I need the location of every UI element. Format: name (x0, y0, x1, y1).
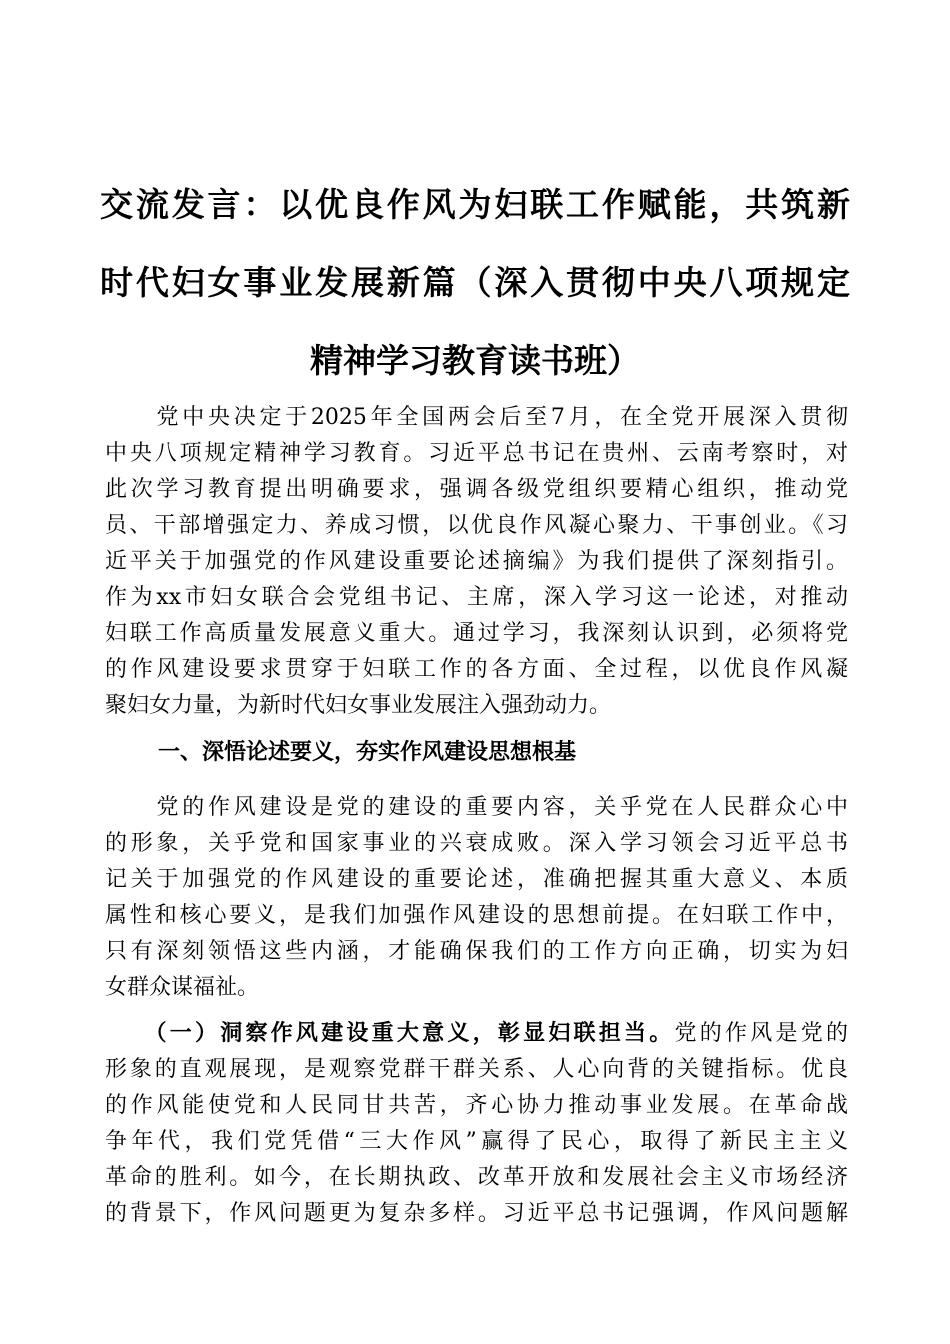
paragraph-line: 党的作风建设是党的建设的重要内容，关乎党在人民群众心中 (105, 795, 848, 820)
paragraph-intro (105, 400, 848, 724)
paragraph-line: 的形象，关乎党和国家事业的兴衰成败。深入学习领会习近平总书 (105, 831, 848, 856)
paragraph-line: 只有深刻领悟这些内涵，才能确保我们的工作方向正确，切实为妇 (105, 939, 848, 964)
paragraph-line: 的背景下，作风问题更为复杂多样。习近平总书记强调，作风问题解 (105, 1201, 848, 1226)
paragraph-line: 的作风能使党和人民同甘共苦，齐心协力推动事业发展。在革命战 (105, 1093, 848, 1118)
title-line-2: 时代妇女事业发展新篇（深入贯彻中央八项规定 (100, 263, 850, 302)
paragraph-line: 聚妇女力量，为新时代妇女事业发展注入强劲动力。 (105, 693, 612, 718)
paragraph-line: 的作风建设要求贯穿于妇联工作的各方面、全过程，以优良作风凝 (105, 657, 848, 682)
paragraph-line: 中央八项规定精神学习教育。习近平总书记在贵州、云南考察时，对 (105, 441, 848, 466)
paragraph-line: 形象的直观展现，是观察党群干群关系、人心向背的关键指标。优良 (105, 1057, 848, 1082)
title-line-3: 精神学习教育读书班） (310, 341, 640, 380)
paragraph-line: 革命的胜利。如今，在长期执政、改革开放和发展社会主义市场经济 (105, 1165, 848, 1190)
paragraph-line: 作为xx市妇女联合会党组书记、主席，深入学习这一论述，对推动 (105, 585, 848, 610)
paragraph-line (105, 1016, 848, 1052)
paragraph-line: 女群众谋福祉。 (105, 975, 260, 1000)
paragraph-section-1 (105, 790, 848, 1006)
paragraph-subsection-1 (105, 1016, 848, 1232)
section-heading-1: 一、深悟论述要义，夯实作风建设思想根基 (158, 740, 577, 765)
paragraph-line: 记关于加强党的作风建设的重要论述，准确把握其重大意义、本质 (105, 867, 848, 892)
paragraph-line: 争年代，我们党凭借“三大作风”赢得了民心，取得了新民主主义 (105, 1129, 848, 1154)
paragraph-line: 此次学习教育提出明确要求，强调各级党组织要精心组织，推动党 (105, 477, 848, 502)
title-line-1: 交流发言：以优良作风为妇联工作赋能，共筑新 (100, 185, 850, 224)
subsection-lead: （一）洞察作风建设重大意义，彰显妇联担当。 (155, 1021, 675, 1046)
paragraph-line: 员、干部增强定力、养成习惯，以优良作风凝心聚力、干事创业。《习 (105, 513, 848, 538)
document-title (100, 166, 850, 400)
paragraph-line: 党中央决定于2025年全国两会后至7月，在全党开展深入贯彻 (105, 405, 848, 430)
paragraph-line: 妇联工作高质量发展意义重大。通过学习，我深刻认识到，必须将党 (105, 621, 848, 646)
paragraph-line: 属性和核心要义，是我们加强作风建设的思想前提。在妇联工作中， (105, 903, 848, 928)
paragraph-line: 近平关于加强党的作风建设重要论述摘编》为我们提供了深刻指引。 (105, 549, 848, 574)
paragraph-text: 党的作风是党的 (674, 1021, 848, 1046)
